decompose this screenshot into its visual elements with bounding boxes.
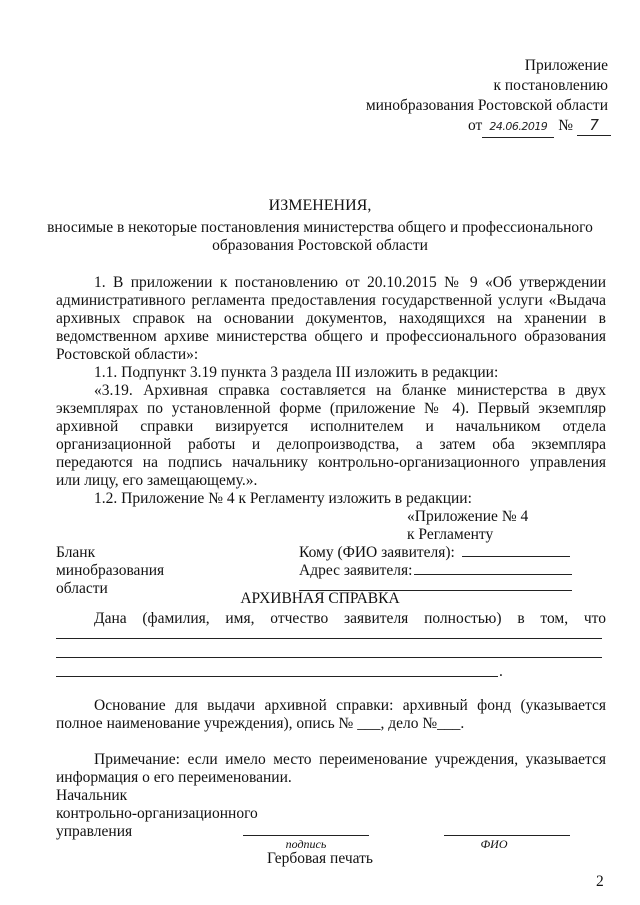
appendix-line2: к постановлению	[493, 77, 608, 94]
title-sub1: вносимые в некоторые постановления министерства общего и профессионального	[47, 219, 593, 236]
recipient-blank-line	[462, 556, 570, 557]
page-number: 2	[596, 873, 604, 890]
para11-line5: передаются на подпись начальнику контрольно-организационного управления	[56, 454, 606, 471]
handwritten-date: 24.06.2019	[482, 117, 554, 138]
seal-label: Гербовая печать	[267, 850, 373, 867]
number-prefix: №	[558, 117, 573, 134]
head-title-line3: управления	[56, 823, 133, 840]
given-blank-line-1	[56, 638, 602, 639]
appendix-date-row	[468, 115, 611, 138]
address-blank-line	[414, 574, 572, 575]
signature-caption: подпись	[285, 837, 327, 851]
head-title-line2: контрольно-организационного	[56, 805, 258, 822]
regulation-appendix-line2: к Регламенту	[407, 526, 494, 543]
note-line2: информация о его переименовании.	[56, 769, 292, 786]
basis-line2: полное наименование учреждения), опись № ___, дело №___.	[56, 715, 465, 732]
para11-line3: архивной справки визируется исполнителем и начальником отдела	[56, 418, 606, 435]
basis-line1: Основание для выдачи архивной справки: архивный фонд (указывается	[94, 697, 606, 714]
date-prefix: от	[468, 117, 483, 134]
fio-caption: ФИО	[480, 837, 508, 851]
para11-line1: «3.19. Архивная справка составляется на бланке министерства в двух	[94, 382, 606, 399]
blank-line1: Бланк	[56, 544, 96, 561]
document-title: ИЗМЕНЕНИЯ,	[268, 197, 372, 214]
given-period: .	[499, 663, 503, 680]
para1-line4: ведомственном архиве министерства общего и профессионального образования	[56, 328, 606, 345]
para11-line2: экземплярах по установленной форме (приложение № 4). Первый экземпляр	[56, 400, 606, 417]
para1-line1: 1. В приложении к постановлению от 20.10.2015 № 9 «Об утверждении	[94, 274, 606, 291]
title-sub2: образования Ростовской области	[212, 237, 428, 254]
given-line: Дана (фамилия, имя, отчество заявителя полностью) в том, что	[94, 610, 606, 627]
appendix-line1: Приложение	[524, 57, 608, 74]
para11-heading: 1.1. Подпункт 3.19 пункта 3 раздела III изложить в редакции:	[94, 364, 499, 381]
recipient-label: Кому (ФИО заявителя):	[299, 544, 455, 561]
para11-line4: организационной работы и делопроизводства, а затем оба экземпляра	[56, 436, 606, 453]
given-blank-line-3	[56, 676, 498, 677]
given-blank-line-2	[56, 657, 602, 658]
para1-line2: административного регламента предоставления государственной услуги «Выдача	[56, 292, 606, 309]
para11-line6: или лицу, его замещающему.».	[56, 472, 258, 489]
handwritten-number: 7	[577, 115, 611, 136]
head-title-line1: Начальник	[56, 787, 128, 804]
note-line1: Примечание: если имело место переименование учреждения, указывается	[94, 751, 606, 768]
para1-line5: Ростовской области»:	[56, 346, 199, 363]
address-label: Адрес заявителя:	[299, 562, 413, 579]
appendix-line3: минобразования Ростовской области	[365, 97, 608, 114]
regulation-appendix-line1: «Приложение № 4	[407, 508, 529, 525]
certificate-title: АРХИВНАЯ СПРАВКА	[240, 590, 400, 607]
blank-line2: минобразования	[56, 562, 165, 579]
para12-heading: 1.2. Приложение № 4 к Регламенту изложить в редакции:	[94, 490, 472, 507]
blank-line3: области	[56, 580, 108, 597]
para1-line3: архивных справок на основании документов, находящихся на хранении в	[56, 310, 606, 327]
